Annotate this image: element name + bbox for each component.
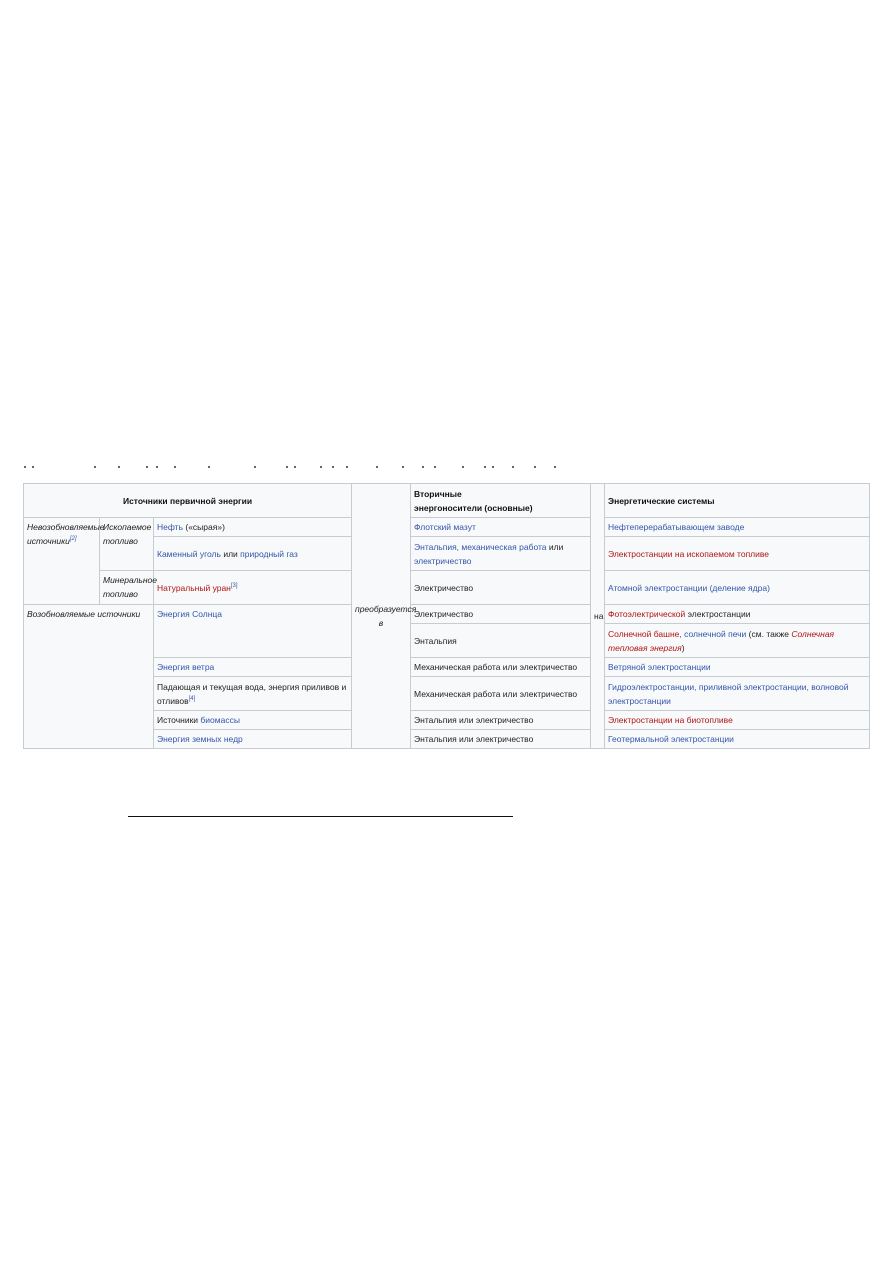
energy-systems-header: Энергетические системы [605,484,870,518]
system-cell [605,537,870,571]
table-row [24,605,870,624]
solar-tower-link[interactable]: Солнечной башне [608,628,680,639]
natural-gas-link[interactable]: природный газ [240,548,298,559]
footnote-ref[interactable]: [4] [188,695,196,702]
hydro-plants-link[interactable]: Гидроэлектростанции, приливной электростанции, волновой электростанции [608,681,849,706]
system-cell: Фотоэлектрической электростанции [605,605,870,624]
system-cell [605,518,870,537]
system-cell [605,571,870,605]
source-cell: Нефть («сырая») [154,518,352,537]
category-nonrenewable: Невозобновляемые источники[2] [24,518,100,605]
source-cell: Источники биомассы [154,711,352,730]
source-cell [154,658,352,677]
secondary-cell: Механическая работа или электричество [411,677,591,711]
horizontal-rule [128,816,513,817]
dotted-caption-line [24,464,564,470]
table-row [24,571,870,605]
system-cell [605,730,870,749]
category-fossil-fuel: Ископаемое топливо [100,518,154,571]
biofuel-plant-link[interactable]: Электростанции на биотопливе [608,715,733,725]
system-cell: Солнечной башне, солнечной печи (см. также Солнечная тепловая энергия) [605,624,870,658]
converted-label: преобразуется в [352,484,411,749]
secondary-cell: Энтальпия или электричество [411,711,591,730]
source-cell [154,605,352,658]
wind-energy-link[interactable]: Энергия ветра [157,662,215,672]
fossil-power-plant-link[interactable]: Электростанции на ископаемом топливе [608,548,770,559]
natural-uranium-link[interactable]: Натуральный уран [157,582,231,593]
source-cell [154,571,352,605]
refinery-link[interactable]: Нефтеперерабатывающем заводе [608,522,745,532]
secondary-cell [411,518,591,537]
solar-furnace-link[interactable]: солнечной печи [684,628,747,639]
enthalpy-work-link[interactable]: Энтальпия, механическая работа [414,541,547,552]
footnote-ref[interactable]: [3] [230,582,238,589]
primary-sources-header: Источники первичной энергии [24,484,352,518]
nuclear-plant-link[interactable]: Атомной электростанции (деление ядра) [608,582,770,593]
system-cell [605,658,870,677]
secondary-cell: Энтальпия [411,624,591,658]
on-label: на [591,484,605,749]
category-mineral-fuel: Минеральное топливо [100,571,154,605]
geothermal-plant-link[interactable]: Геотермальной электростанции [608,734,734,744]
wind-plant-link[interactable]: Ветряной электростанции [608,662,711,672]
source-cell: Каменный уголь или природный газ [154,537,352,571]
solar-thermal-link[interactable]: Солнечная тепловая энергия [608,628,835,653]
coal-link[interactable]: Каменный уголь [157,548,221,559]
system-cell [605,711,870,730]
geothermal-energy-link[interactable]: Энергия земных недр [157,734,243,744]
secondary-carriers-header: Вторичные энергоносители (основные) [411,484,591,518]
footnote-ref[interactable]: [2] [69,536,77,543]
source-cell: Падающая и текущая вода, энергия приливов и отливов[4] [154,677,352,711]
category-renewable: Возобновляемые источники [24,605,154,749]
system-cell [605,677,870,711]
secondary-cell: Энтальпия, механическая работа или электричество [411,537,591,571]
fuel-oil-link[interactable]: Флотский мазут [414,522,476,532]
table-header-row [24,484,870,518]
biomass-link[interactable]: биомассы [200,715,240,725]
photovoltaic-link[interactable]: Фотоэлектрической [608,609,686,619]
electricity-link[interactable]: электричество [414,555,472,566]
secondary-cell: Энтальпия или электричество [411,730,591,749]
solar-energy-link[interactable]: Энергия Солнца [157,609,222,619]
secondary-cell: Электричество [411,605,591,624]
energy-sources-table [23,483,870,749]
source-cell [154,730,352,749]
table-row [24,518,870,537]
oil-link[interactable]: Нефть [157,522,183,532]
secondary-cell: Механическая работа или электричество [411,658,591,677]
secondary-cell: Электричество [411,571,591,605]
